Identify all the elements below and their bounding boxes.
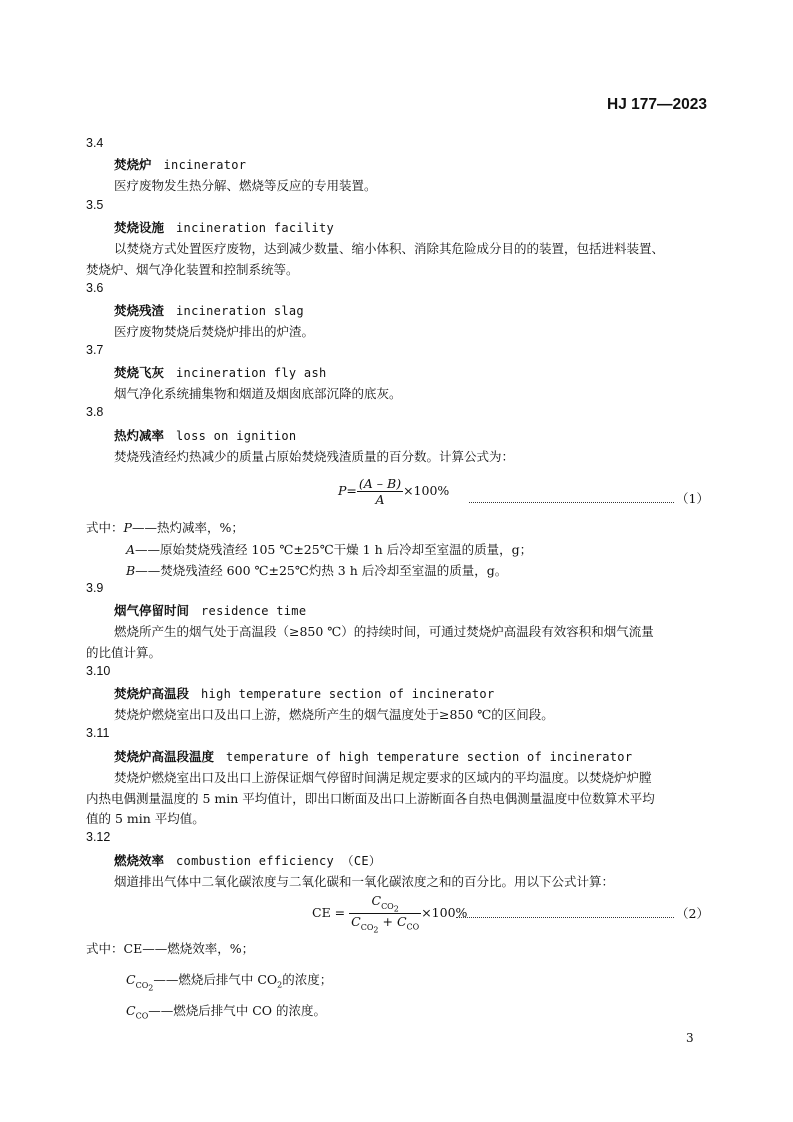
term-zh: 热灼减率 <box>114 428 165 443</box>
definition-text: 的比值计算。 <box>86 645 162 660</box>
term-heading <box>114 851 381 869</box>
clause-number: 3.8 <box>86 405 104 419</box>
term-zh: 焚烧飞灰 <box>114 365 165 380</box>
definition-text: 医疗废物发生热分解、燃烧等反应的专用装置。 <box>114 178 377 193</box>
definition-text: 值的 5 min 平均值。 <box>86 811 205 826</box>
term-en: incineration facility <box>176 221 335 235</box>
leader-dots <box>456 917 674 918</box>
leader-dots <box>469 502 674 503</box>
where-line <box>126 561 507 579</box>
where-symbol: C <box>126 1003 136 1018</box>
formula-lhs: P <box>338 483 347 498</box>
definition-text: 以焚烧方式处置医疗废物，达到减少数量、缩小体积、消除其危险成分目的的装置，包括进料装置、 <box>114 241 665 256</box>
clause-number: 3.9 <box>86 581 104 595</box>
term-en: incineration fly ash <box>176 366 327 380</box>
formula-number: （2） <box>676 906 709 921</box>
standard-code: HJ 177—2023 <box>607 96 707 113</box>
term-en: loss on ignition <box>176 429 297 443</box>
where-symbol: A <box>126 542 136 557</box>
formula-multiplier: ×100% <box>403 483 450 498</box>
term-zh: 燃烧效率 <box>114 853 165 868</box>
term-en: high temperature section of incinerator <box>201 687 495 701</box>
term-heading <box>114 301 304 319</box>
formula-fraction <box>349 893 421 934</box>
definition-text: 烟道排出气体中二氧化碳浓度与二氧化碳和一氧化碳浓度之和的百分比。用以下公式计算： <box>114 874 615 889</box>
term-en: residence time <box>201 604 307 618</box>
where-line: $C_{CO}——$燃烧后排气中 CO 的浓度。 <box>126 1003 327 1021</box>
definition-text: 烟气净化系统捕集物和烟道及烟囱底部沉降的底灰。 <box>114 386 402 401</box>
term-heading <box>114 363 327 381</box>
term-en: temperature of high temperature section of incinerator <box>226 750 633 764</box>
where-line <box>86 518 244 536</box>
page-number: 3 <box>686 1031 694 1045</box>
term-zh: 焚烧炉 <box>114 157 152 172</box>
term-zh: 焚烧炉高温段 <box>114 686 190 701</box>
definition-text: 医疗废物焚烧后焚烧炉排出的炉渣。 <box>114 324 315 339</box>
definition-text: 焚烧炉燃烧室出口及出口上游保证烟气停留时间满足规定要求的区域内的平均温度。以焚烧炉炉膛 <box>114 770 652 785</box>
where-symbol: P <box>123 520 132 535</box>
where-line <box>126 540 532 558</box>
where-symbol: C <box>126 972 136 987</box>
formula-numerator: (A – B) <box>358 476 402 491</box>
term-heading <box>114 601 306 619</box>
definition-text: 焚烧炉、烟气净化装置和控制系统等。 <box>86 262 299 277</box>
formula-2 <box>312 893 467 934</box>
formula-1 <box>338 476 449 507</box>
where-line: $C_{CO_2}——$燃烧后排气中 $CO_2$的浓度； <box>126 972 333 993</box>
formula-number: （1） <box>676 491 709 506</box>
definition-text: 焚烧残渣经灼热减少的质量占原始焚烧残渣质量的百分数。计算公式为： <box>114 449 515 464</box>
term-en: combustion efficiency （CE） <box>176 854 382 868</box>
where-description: ——原始焚烧残渣经 105 ℃±25℃干燥 1 h 后冷却至室温的质量，g； <box>135 542 533 557</box>
term-heading <box>114 155 246 173</box>
term-zh: 焚烧设施 <box>114 220 165 235</box>
formula-numerator: $C_{CO_2}$ <box>349 893 421 914</box>
clause-number: 3.6 <box>86 281 104 295</box>
formula-denominator: $C_{CO_2} + C_{CO}$ <box>351 914 420 935</box>
where-intro: 式中： <box>86 520 124 535</box>
formula-multiplier: ×100% <box>421 905 468 921</box>
where-symbol: B <box>126 563 136 578</box>
where-intro: 式中： <box>86 941 124 956</box>
where-description: CE——燃烧效率，%； <box>123 941 255 956</box>
term-en: incineration slag <box>176 304 304 318</box>
definition-text: 焚烧炉燃烧室出口及出口上游，燃烧所产生的烟气温度处于≥850 ℃的区间段。 <box>114 707 554 722</box>
term-zh: 烟气停留时间 <box>114 603 190 618</box>
where-description: ——燃烧后排气中 CO 的浓度。 <box>148 1003 327 1018</box>
term-en: incinerator <box>163 158 247 172</box>
definition-text: 燃烧所产生的烟气处于高温段（≥850 ℃）的持续时间，可通过焚烧炉高温段有效容积和烟气流量 <box>114 624 654 639</box>
term-heading <box>114 426 296 444</box>
where-description: ——焚烧残渣经 600 ℃±25℃灼热 3 h 后冷却至室温的质量，g。 <box>135 563 508 578</box>
formula-lhs: CE = <box>312 905 346 921</box>
term-heading <box>114 684 494 702</box>
clause-number: 3.12 <box>86 830 111 844</box>
term-heading <box>114 747 632 765</box>
clause-number: 3.11 <box>86 726 110 740</box>
where-description: ——燃烧后排气中 CO <box>153 972 278 987</box>
clause-number: 3.5 <box>86 198 104 212</box>
definition-text: 内热电偶测量温度的 5 min 平均值计，即出口断面及出口上游断面各自热电偶测量温度中位数算术平均 <box>86 791 655 806</box>
clause-number: 3.7 <box>86 343 104 357</box>
clause-number: 3.4 <box>86 136 104 150</box>
formula-equals: = <box>346 483 357 498</box>
clause-number: 3.10 <box>86 664 111 678</box>
where-line <box>86 939 254 957</box>
term-zh: 焚烧残渣 <box>114 303 165 318</box>
term-heading <box>114 218 334 236</box>
formula-fraction <box>357 476 403 507</box>
where-description: ——热灼减率，%； <box>131 520 244 535</box>
formula-denominator: A <box>375 492 385 507</box>
term-zh: 焚烧炉高温段温度 <box>114 749 215 764</box>
